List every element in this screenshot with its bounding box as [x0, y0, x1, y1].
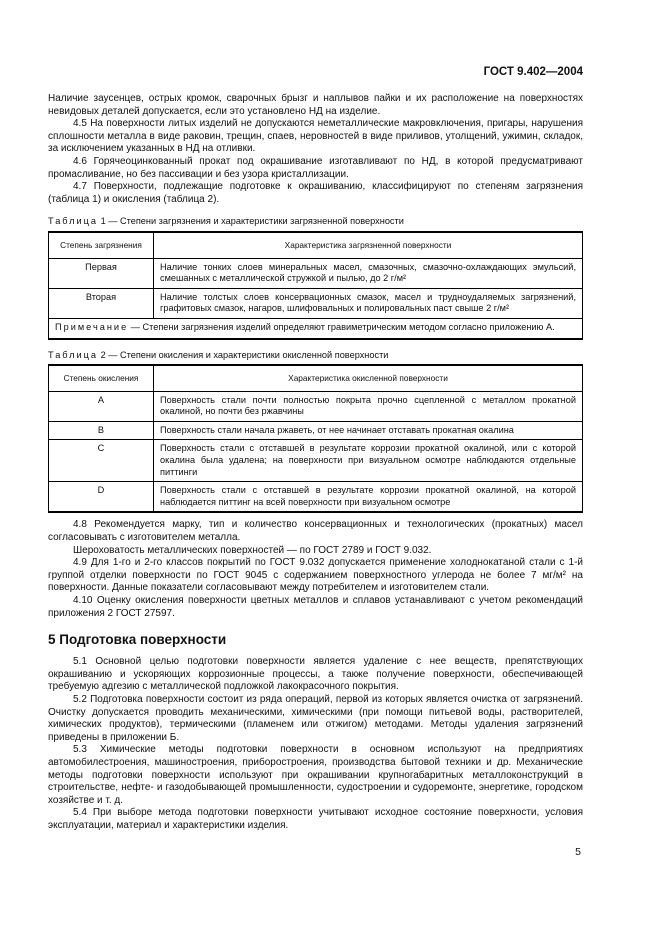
paragraph-4-6: 4.6 Горячеоцинкованный прокат под окрашивание изготавливают по НД, в которой предусматривают промасливание, но без пассивации и без узора кристаллизации. [48, 155, 583, 180]
table2-caption [48, 349, 583, 362]
table2-description-cell: Поверхность стали с отставшей в результате коррозии прокатной окалиной, или с которой окалина была удалена; на поверхности при визуальном осмотре наблюдаются отдельные питтинги [154, 440, 583, 482]
table1-caption-text: 1 — Степени загрязнения и характеристики загрязненной поверхности [98, 216, 404, 227]
table1-note-row [49, 318, 583, 338]
table2-degree-cell: В [49, 421, 154, 440]
table2-description-cell: Поверхность стали начала ржаветь, от нее начинает отставать прокатная окалина [154, 421, 583, 440]
table-row [49, 421, 583, 440]
table1-description-cell: Наличие толстых слоев консервационных смазок, масел и трудноудаляемых загрязнений, графитовых смазок, нагаров, шлифовальных и полировальных паст свыше 2 г/м² [154, 288, 583, 318]
table1-note [49, 318, 583, 338]
table-contamination [48, 231, 583, 340]
paragraph-5-3: 5.3 Химические методы подготовки поверхности в основном используют на предприятиях автомобилестроения, машиностроения, приборостроения, производства бытовой техники и др. Механические методы подготовки поверхности используют при окрашивании крупногабаритных металлоконструкций в строительстве, нефте- и газодобывающей промышленности, судостроении и судоремонте, энергетике, городском хозяйстве и т. д. [48, 744, 583, 806]
table2-head-description: Характеристика окисленной поверхности [154, 365, 583, 391]
table-row [49, 391, 583, 421]
table1-caption [48, 215, 583, 228]
paragraph-4-7: 4.7 Поверхности, подлежащие подготовке к окрашиванию, классифицируют по степеням загрязнения (таблица 1) и окисления (таблица 2). [48, 181, 583, 205]
table2-caption-word: Таблица [48, 349, 99, 360]
table2-head-degree: Степень окисления [49, 365, 154, 391]
table1-note-word: Примечание [55, 321, 129, 332]
table1-degree-cell: Вторая [49, 288, 154, 318]
paragraph-4-10: 4.10 Оценку окисления поверхности цветных металлов и сплавов устанавливают с учетом рекомендаций приложения 2 ГОСТ 27597. [48, 595, 583, 619]
paragraph-4-9: 4.9 Для 1-го и 2-го классов покрытий по ГОСТ 9.032 допускается применение холоднокатаной стали с 1-й группой отделки поверхности по ГОСТ 9045 с содержанием поверхностного углерода не более 7 мг/м² на поверхности. Данные показатели согласовывают между потребителем и изготовителем стали. [48, 557, 583, 594]
table-oxidation [48, 364, 583, 513]
table2-degree-cell: А [49, 391, 154, 421]
table2-description-cell: Поверхность стали почти полностью покрыта прочно сцепленной с металлом прокатной окалиной, но почти без ржавчины [154, 391, 583, 421]
paragraph-5-1: 5.1 Основной целью подготовки поверхности является удаление с нее веществ, препятствующих окрашиванию и ускоряющих коррозионные процессы, а также получение поверхности, обеспечивающей требуемую адгезию с металлической подложкой лакокрасочного покрытия. [48, 656, 583, 693]
table1-description-cell: Наличие тонких слоев минеральных масел, смазочных, смазочно-охлаждающих эмульсий, смешанных с металлической стружкой и пылью, до 2 г/м² [154, 258, 583, 288]
paragraph-roughness: Шероховатость металлических поверхностей — по ГОСТ 2789 и ГОСТ 9.032. [73, 544, 432, 556]
table2-degree-cell: D [49, 482, 154, 513]
table1-note-text: — Степени загрязнения изделий определяют гравиметрическим методом согласно приложению А. [128, 321, 555, 332]
table-row [49, 482, 583, 513]
paragraph-intro: Наличие заусенцев, острых кромок, сварочных брызг и наплывов пайки и их расположение на поверхностях невидовых деталей допускается, если это установлено НД на изделие. [48, 93, 583, 117]
table2-header-row [49, 365, 583, 391]
table-row [49, 440, 583, 482]
table2-caption-text: 2 — Степени окисления и характеристики окисленной поверхности [98, 349, 389, 360]
paragraph-5-4: 5.4 При выборе метода подготовки поверхности учитывают исходное состояние поверхности, условия эксплуатации, материал и характеристики изделия. [48, 807, 583, 831]
paragraph-5-2: 5.2 Подготовка поверхности состоит из ряда операций, первой из которых является очистка от загрязнений. Очистку допускается проводить механическими, химическими (при помощи питьевой воды, растворителей, химических продуктов), термическими (пламенем или отжигом) методами. Методы удаления загрязнений приведены в приложении Б. [48, 693, 583, 743]
table2-description-cell: Поверхность стали с отставшей в результате коррозии прокатной окалиной, на которой наблюдается питтинг на всей поверхности при визуальном осмотре [154, 482, 583, 513]
section-5-heading: 5 Подготовка поверхности [48, 632, 227, 648]
table2-degree-cell: С [49, 440, 154, 482]
page-content [48, 93, 583, 833]
table1-caption-word: Таблица [48, 216, 99, 227]
table1-degree-cell: Первая [49, 258, 154, 288]
page-number: 5 [575, 846, 581, 858]
table-row [49, 258, 583, 288]
table1-head-description: Характеристика загрязненной поверхности [154, 232, 583, 258]
document-header: ГОСТ 9.402—2004 [483, 66, 583, 78]
table1-header-row [49, 232, 583, 258]
paragraph-4-5: 4.5 На поверхности литых изделий не допускаются неметаллические макровключения, пригары, нарушения сплошности металла в виде раковин, трещин, спаев, неровностей в виде приливов, утолщений, ужимин, складок, за исключением указанных в НД на отливки. [48, 118, 583, 155]
table1-head-degree: Степень загрязнения [49, 232, 154, 258]
paragraph-4-8: 4.8 Рекомендуется марку, тип и количество консервационных и технологических (прокатных) масел согласовывать с изготовителем металла. [48, 519, 583, 544]
table-row [49, 288, 583, 318]
